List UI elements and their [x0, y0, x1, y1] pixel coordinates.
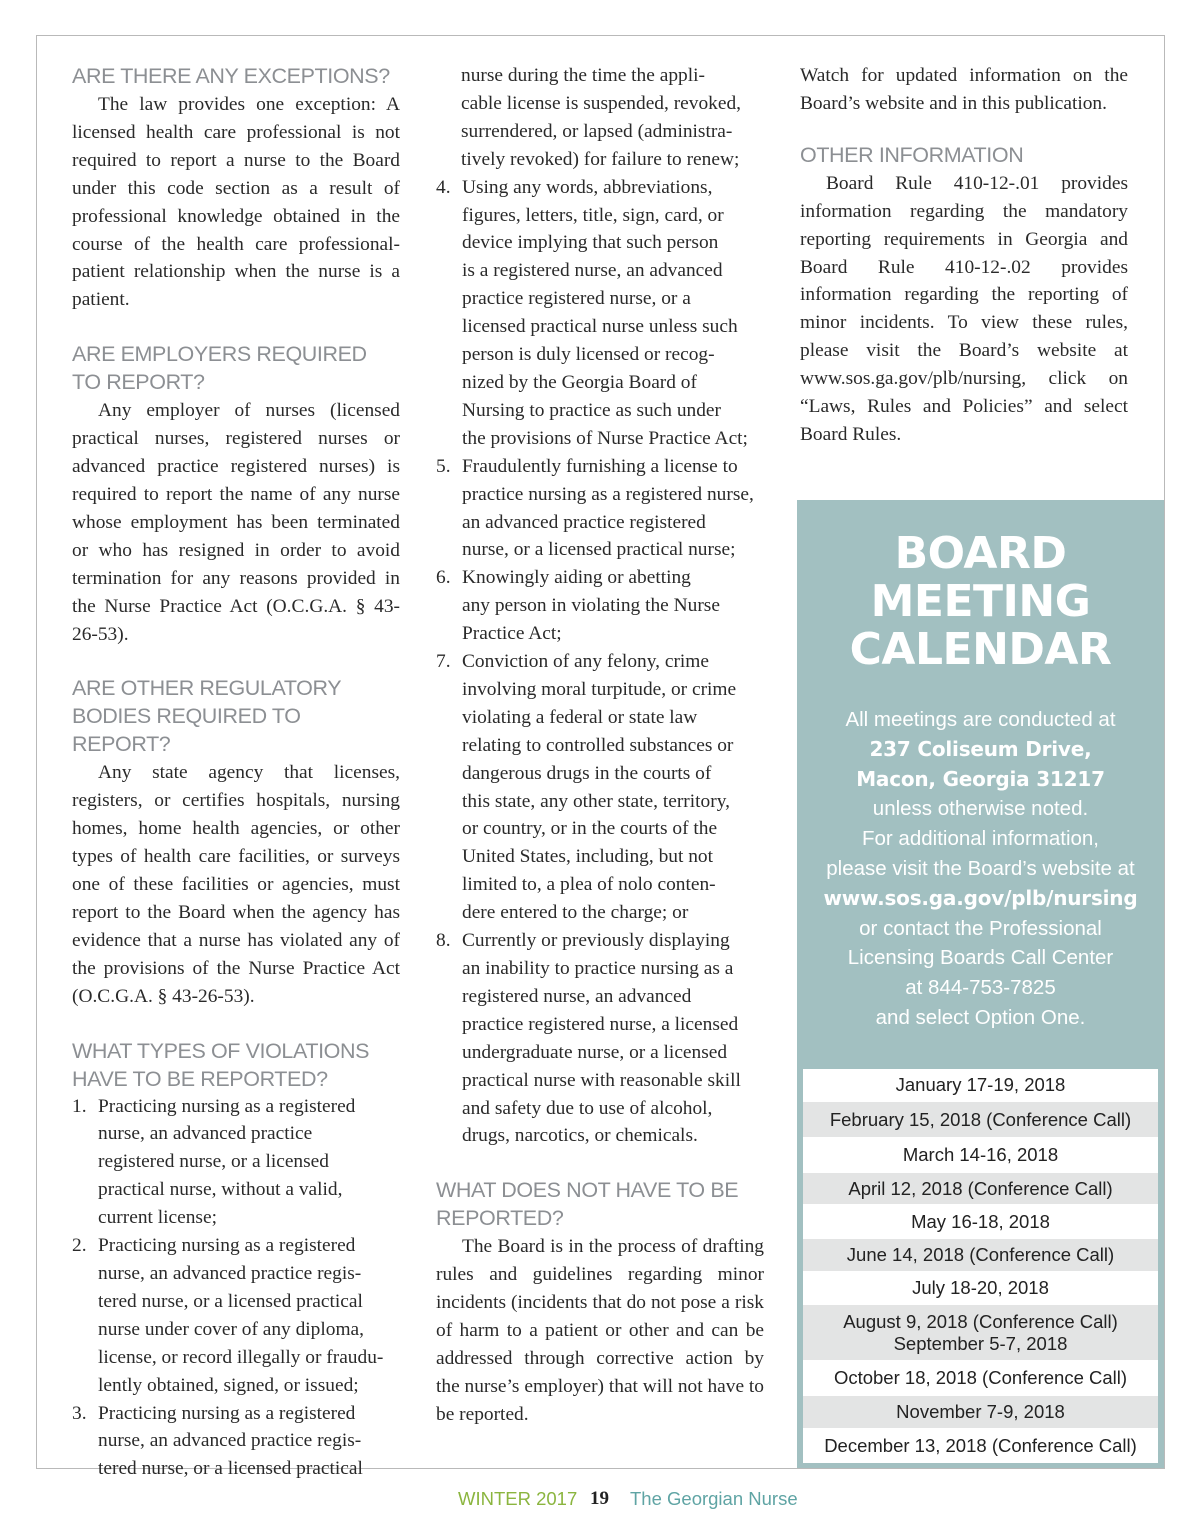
list-line: practice registered nurse, a licensed: [462, 1013, 739, 1035]
list-line: and safety due to use of alcohol,: [462, 1097, 713, 1119]
violation-item: [436, 927, 764, 1150]
list-line: nurse under cover of any diploma,: [98, 1318, 364, 1340]
meeting-date: January 17-19, 2018: [895, 1073, 1066, 1095]
list-line: Conviction of any felony, crime: [462, 651, 709, 673]
list-number: 6.: [436, 567, 451, 589]
list-line: the provisions of Nurse Practice Act;: [462, 427, 748, 449]
meeting-date: July 18-20, 2018: [912, 1277, 1049, 1298]
column-3: [800, 62, 1128, 449]
list-line: licensed practical nurse unless such: [462, 316, 738, 338]
list-line: nized by the Georgia Board of: [462, 371, 697, 393]
heading-employers: ARE EMPLOYERS REQUIRED TO REPORT?: [72, 342, 367, 395]
list-line: device implying that such person: [462, 232, 719, 254]
footer-issue: WINTER 2017: [458, 1488, 578, 1509]
list-number: 1.: [72, 1095, 87, 1117]
list-line: or country, or in the courts of the: [462, 818, 718, 840]
violation-item: [72, 1093, 400, 1233]
list-line: license, or record illegally or fraudu-: [98, 1346, 384, 1368]
column-2: [436, 62, 764, 1429]
meeting-date-row: [803, 1239, 1158, 1273]
list-line: practical nurse with reasonable skill: [462, 1069, 741, 1091]
list-number: 8.: [436, 930, 451, 952]
meeting-date-row: [803, 1396, 1158, 1430]
list-number: 7.: [436, 651, 451, 673]
not-reported-continued: Watch for updated information on the Board’s website and in this publication.: [800, 65, 1128, 114]
call-center-phone: at 844-753-7825: [905, 976, 1056, 1000]
exceptions-body: The law provides one exception: A licensed health care professional is not required to report a nurse to the Board under this code section as a result of professional knowledge obtained in the course of the health care professional-patient relationship when the nurse is a patient.: [72, 94, 400, 311]
list-line: limited to, a plea of nolo conten-: [462, 874, 716, 896]
meeting-date-row: [803, 1102, 1158, 1139]
meeting-date: February 15, 2018 (Conference Call): [829, 1108, 1132, 1130]
meeting-date: May 16-18, 2018: [911, 1210, 1050, 1232]
list-line: Knowingly aiding or abetting: [462, 567, 691, 589]
list-line: lently obtained, signed, or issued;: [98, 1374, 359, 1396]
board-website-link[interactable]: www.sos.ga.gov/plb/nursing: [823, 885, 1138, 910]
list-line: involving moral turpitude, or crime: [462, 678, 737, 700]
meeting-date: April 12, 2018 (Conference Call): [848, 1177, 1113, 1199]
list-line: is a registered nurse, an advanced: [462, 260, 723, 282]
calendar-info: All meetings are conducted at 237 Coliseum Drive, Macon, Georgia 31217 unless otherwise noted. For additional information, please visit the Board’s website at www.sos.ga.gov/plb/nursing or contact the Professional Licensing Boards Call Center at 844-753-7825 and select Option One.: [797, 705, 1164, 1033]
list-line: registered nurse, an advanced: [462, 985, 692, 1007]
list-line: tered nurse, or a licensed practical: [98, 1290, 363, 1312]
violation-3-continued: [436, 62, 764, 174]
board-meeting-calendar-panel: [797, 500, 1164, 1468]
list-line: this state, any other state, territory,: [462, 790, 730, 812]
heading-other-information: OTHER INFORMATION: [800, 142, 1024, 167]
meeting-date-row: [803, 1362, 1158, 1396]
meeting-date-row: [803, 1430, 1158, 1463]
list-line: an advanced practice registered: [462, 511, 706, 533]
employers-body: Any employer of nurses (licensed practical nurses, registered nurses or advanced practice registered nurses) is required to report the name of any nurse whose employment has been terminated or who has resigned in order to avoid termination for any reasons provided in the Nurse Practice Act (O.C.G.A. § 43-26-53).: [72, 400, 400, 645]
list-line: practice registered nurse, or a: [462, 288, 691, 310]
meeting-date-row: [803, 1069, 1158, 1102]
other-information-body: Board Rule 410-12-.01 provides information regarding the mandatory reporting requirements in Georgia and Board Rule 410-12-.02 provides information regarding the reporting of minor incidents. To view these rules, please visit the Board’s website at www.sos.ga.gov/plb/nursing, click on “Laws, Rules and Policies” and select Board Rules.: [800, 172, 1128, 445]
list-line: current license;: [98, 1207, 217, 1229]
list-line: any person in violating the Nurse: [462, 595, 720, 617]
footer-publication: The Georgian Nurse: [630, 1488, 798, 1509]
list-line: practice nursing as a registered nurse,: [462, 483, 754, 505]
list-line: nurse, an advanced practice: [98, 1123, 313, 1145]
list-line: figures, letters, title, sign, card, or: [462, 204, 724, 226]
list-number: 4.: [436, 176, 451, 198]
list-number: 3.: [72, 1402, 87, 1424]
list-line: Practicing nursing as a registered: [98, 1095, 356, 1117]
violation-item: [72, 1232, 400, 1399]
list-line: drugs, narcotics, or chemicals.: [462, 1125, 698, 1147]
meeting-date: March 14-16, 2018: [902, 1144, 1059, 1165]
heading-not-reported: WHAT DOES NOT HAVE TO BE REPORTED?: [436, 1178, 739, 1231]
list-line: an inability to practice nursing as a: [462, 958, 734, 979]
list-line: Fraudulently furnishing a license to: [462, 455, 738, 477]
list-line: relating to controlled substances or: [462, 734, 734, 756]
list-number: 2.: [72, 1235, 87, 1257]
heading-violations: WHAT TYPES OF VIOLATIONS HAVE TO BE REPORTED?: [72, 1038, 370, 1091]
list-line: United States, including, but not: [462, 846, 713, 868]
list-number: 5.: [436, 455, 451, 477]
list-line: Practicing nursing as a registered: [98, 1402, 356, 1424]
list-line: nurse during the time the appli-: [461, 65, 705, 86]
meeting-dates-table: [803, 1069, 1158, 1463]
meeting-date-row: [803, 1305, 1158, 1362]
meeting-date: October 18, 2018 (Conference Call): [833, 1367, 1128, 1388]
heading-exceptions: ARE THERE ANY EXCEPTIONS?: [72, 64, 390, 88]
violation-item: [72, 1400, 400, 1484]
list-line: violating a federal or state law: [462, 706, 698, 728]
violations-list-part-1: [72, 1093, 400, 1484]
column-1: [72, 62, 400, 1483]
list-line: person is duly licensed or recog-: [462, 344, 715, 366]
violation-item: [436, 564, 764, 648]
meeting-date-row: [803, 1273, 1158, 1305]
violation-item: [436, 453, 764, 565]
list-line: dangerous drugs in the courts of: [462, 762, 712, 784]
list-line: Practice Act;: [462, 623, 562, 645]
list-line: tively revoked) for failure to renew;: [461, 148, 740, 170]
footer-page-number: 19: [590, 1488, 609, 1509]
calendar-title: BOARD MEETING CALENDAR: [849, 528, 1112, 675]
meeting-date: September 5-7, 2018: [893, 1332, 1068, 1354]
list-line: practical nurse, without a valid,: [98, 1179, 343, 1201]
list-line: nurse, an advanced practice regis-: [98, 1430, 362, 1452]
list-line: Currently or previously displaying: [462, 930, 730, 952]
list-line: nurse, an advanced practice regis-: [98, 1263, 362, 1284]
list-line: dere entered to the charge; or: [462, 902, 689, 924]
violations-list-part-2: [436, 174, 764, 1151]
meeting-address-line-1: 237 Coliseum Drive,: [869, 736, 1092, 761]
list-line: nurse, or a licensed practical nurse;: [462, 539, 736, 561]
meeting-date: November 7-9, 2018: [896, 1401, 1065, 1422]
list-line: undergraduate nurse, or a licensed: [462, 1041, 728, 1063]
page-footer: [0, 1488, 1200, 1514]
list-line: tered nurse, or a licensed practical: [98, 1458, 363, 1480]
list-line: Practicing nursing as a registered: [98, 1235, 356, 1257]
meeting-date-row: [803, 1206, 1158, 1239]
regulatory-bodies-body: Any state agency that licenses, registers, or certifies hospitals, nursing homes, home health agencies, or other types of health care facilities, or surveys one of these facilities or agencies, must report to the Board when the agency has evidence that a nurse has violated any of the provisions of the Nurse Practice Act (O.C.G.A. § 43-26-53).: [72, 762, 400, 1007]
violation-item: [436, 174, 764, 453]
meeting-date: December 13, 2018 (Conference Call): [824, 1434, 1137, 1456]
meeting-date: August 9, 2018 (Conference Call): [843, 1310, 1118, 1332]
not-reported-body: The Board is in the process of drafting rules and guidelines regarding minor incidents (incidents that do not pose a risk of harm to a patient or other and can be addressed through corrective action by the nurse’s employer) that will not have to be reported.: [436, 1236, 764, 1425]
list-line: Using any words, abbreviations,: [462, 176, 713, 198]
list-line: cable license is suspended, revoked,: [461, 92, 741, 114]
list-line: surrendered, or lapsed (administra-: [461, 120, 733, 142]
meeting-date: June 14, 2018 (Conference Call): [846, 1244, 1115, 1265]
meeting-date-row: [803, 1173, 1158, 1206]
heading-regulatory-bodies: ARE OTHER REGULATORY BODIES REQUIRED TO REPORT?: [72, 676, 342, 757]
list-line: registered nurse, or a licensed: [98, 1151, 329, 1173]
meeting-address-line-2: Macon, Georgia 31217: [856, 766, 1105, 791]
list-line: Nursing to practice as such under: [462, 399, 721, 421]
violation-item: [436, 648, 764, 927]
meeting-date-row: [803, 1139, 1158, 1173]
